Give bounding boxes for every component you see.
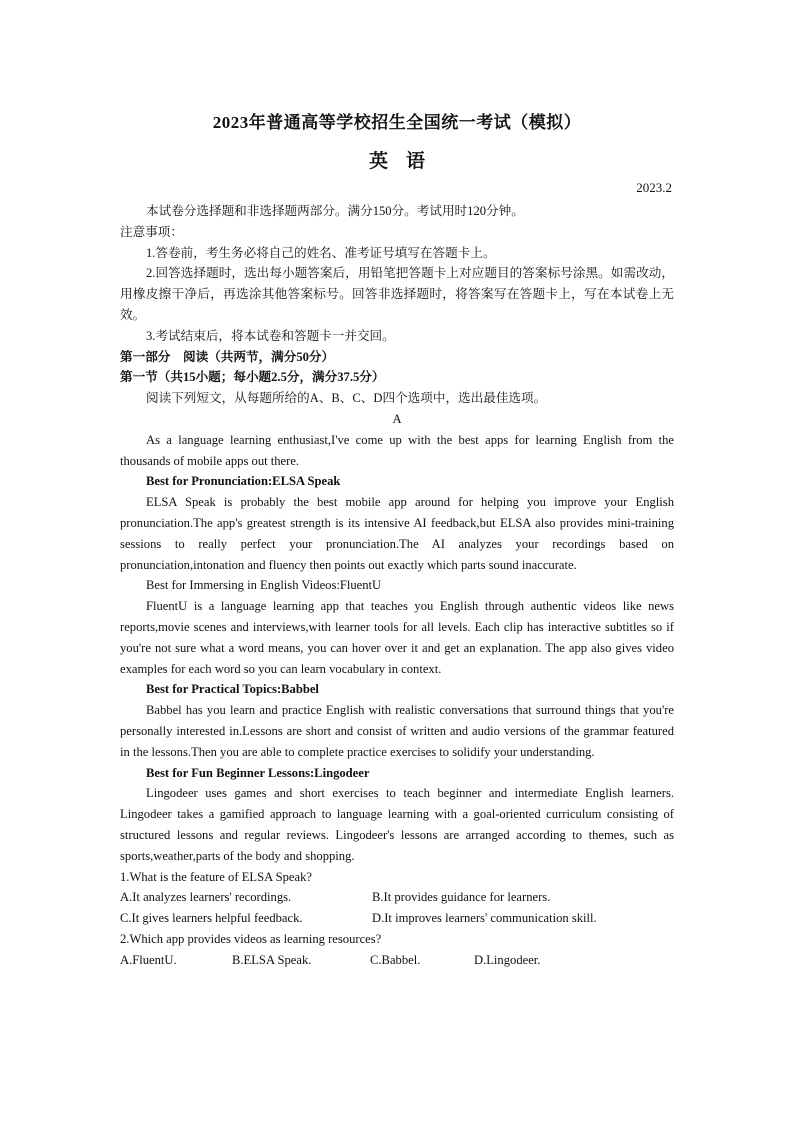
option: B.ELSA Speak. [232,952,312,967]
exam-intro: 本试卷分选择题和非选择题两部分。满分150分。考试用时120分钟。 [146,204,524,218]
option: C.It gives learners helpful feedback. [120,911,303,926]
notes-heading: 注意事项： [120,224,183,239]
question-stem: 1.What is the feature of ELSA Speak? [120,869,312,884]
exam-body [120,201,674,970]
question-stem: 2.Which app provides videos as learning resources? [120,931,382,946]
subject-title: 英语 [368,151,443,172]
option: D.Lingodeer. [474,952,541,967]
exam-date: 2023.2 [636,180,672,195]
passage-paragraph: Babbel has you learn and practice English with realistic conversations that surround things that you're personally interested in.Lessons are short and consist of written and audio versions of the grammar featured in the lessons.Then you are able to complete practice exercises to solidify your understanding. [120,703,674,759]
option: B.It provides guidance for learners. [372,890,551,905]
note-item: 1.答卷前，考生务必将自己的姓名、准考证号填写在答题卡上。 [146,245,496,260]
app-heading: Best for Pronunciation:ELSA Speak [146,474,341,489]
app-heading: Best for Fun Beginner Lessons:Lingodeer [146,765,370,780]
note-item: 2.回答选择题时，选出每小题答案后，用铅笔把答题卡上对应题目的答案标号涂黑。如需改动，用橡皮擦干净后，再选涂其他答案标号。回答非选择题时，将答案写在答题卡上，写在本试卷上无效。 [120,266,674,322]
section-heading: 第一节（共15小题；每小题2.5分，满分37.5分） [120,370,385,385]
question-options [120,887,674,908]
exam-title: 2023年普通高等学校招生全国统一考试（模拟） [212,113,582,132]
note-item: 3.考试结束后，将本试卷和答题卡一并交回。 [146,328,395,343]
question-options [120,908,674,929]
passage-paragraph: Lingodeer uses games and short exercises to teach beginner and intermediate English learners. Lingodeer takes a gamified approach to language learning with a goal-oriented curriculum consisting of structured lessons and regular reviews. Lingodeer's lessons are arranged according to themes, such as sports,weather,parts of the body and shopping. [120,786,674,863]
app-heading: Best for Immersing in English Videos:FluentU [146,578,382,593]
option: A.FluentU. [120,952,177,967]
app-heading: Best for Practical Topics:Babbel [146,682,319,697]
passage-paragraph: ELSA Speak is probably the best mobile app around for helping you improve your English pronunciation.The app's greatest strength is its intensive AI feedback,but ELSA also provides mini-training sessions to really perfect your pronunciation.The AI analyzes your recordings based on pronunciation,intonation and fluency then points out exactly which parts sound inaccurate. [120,495,674,572]
part-heading: 第一部分 阅读（共两节，满分50分） [120,349,335,364]
option: A.It analyzes learners' recordings. [120,890,292,905]
option: D.It improves learners' communication skill. [372,911,597,926]
passage-paragraph: FluentU is a language learning app that teaches you English through authentic videos like news reports,movie scenes and interviews,with learner tools for all levels. Each clip has interactive subtitles so if you're not sure what a word means, you can hover over it and get an explanation. The app also gives video examples for each word so you can learn vocabulary in context. [120,599,674,676]
question-options [120,950,674,971]
passage-label: A [392,411,402,426]
option: C.Babbel. [370,952,421,967]
instruction: 阅读下列短文，从每题所给的A、B、C、D四个选项中，选出最佳选项。 [146,391,547,406]
passage-paragraph: As a language learning enthusiast,I've come up with the best apps for learning English from the thousands of mobile apps out there. [120,432,674,468]
